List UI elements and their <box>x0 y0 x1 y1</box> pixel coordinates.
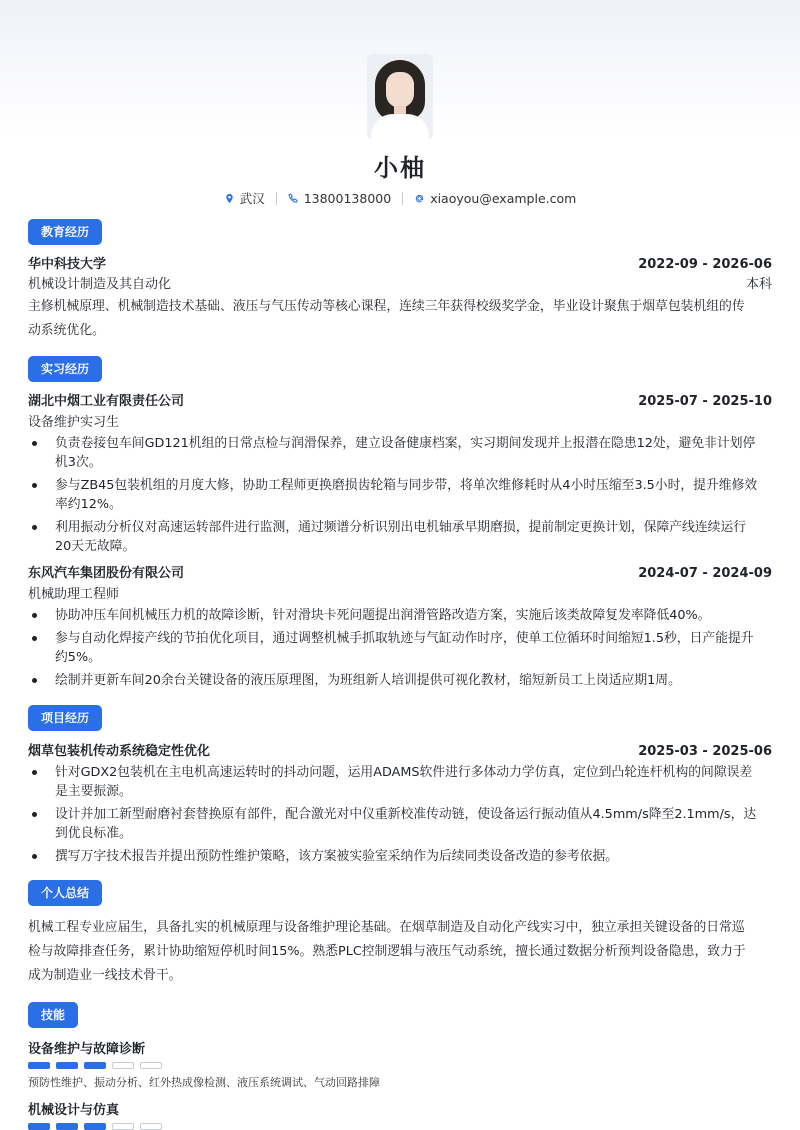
company-name: 湖北中烟工业有限责任公司 <box>28 394 185 409</box>
education-entry <box>28 253 772 343</box>
skill-name: 设备维护与故障诊断 <box>28 1042 146 1057</box>
skill-level-bars <box>28 1062 772 1069</box>
bullet-list <box>28 434 772 556</box>
skill-description: 预防性维护、振动分析、红外热成像检测、液压系统调试、气动回路排障 <box>28 1076 380 1089</box>
contact-phone[interactable] <box>288 191 391 206</box>
school-name: 华中科技大学 <box>28 257 107 272</box>
internship-date: 2024-07 - 2024-09 <box>638 566 772 581</box>
list-item: 协助冲压车间机械压力机的故障诊断，针对滑块卡死问题提出润滑管路改造方案，实施后该类故障复发率降低40%。 <box>28 606 772 625</box>
summary-line: 检与故障排查任务，累计协助缩短停机时间15%。熟悉PLC控制逻辑与液压气动系统，擅长通过数据分析预判设备隐患，致力于 <box>28 944 746 959</box>
education-description <box>28 295 772 343</box>
skill-bar-empty <box>112 1062 134 1069</box>
contact-city <box>224 189 265 207</box>
list-item: 参与自动化焊接产线的节拍优化项目，通过调整机械手抓取轨迹与气缸动作时序，使单工位循环时间缩短1.5秒，日产能提升 约5%。 <box>28 629 772 667</box>
role-title: 机械助理工程师 <box>28 587 120 602</box>
email-text: xiaoyou@example.com <box>430 190 577 206</box>
list-item: 设计并加工新型耐磨衬套替换原有部件，配合激光对中仪重新校准传动链，使设备运行振动值从4.5mm/s降至2.1mm/s，达 到优良标准。 <box>28 805 772 843</box>
education-date: 2022-09 - 2026-06 <box>638 257 772 272</box>
education-desc-line: 主修机械原理、机械制造技术基础、液压与气压传动等核心课程，连续三年获得校级奖学金，毕业设计聚焦于烟草包装机组的传 <box>28 299 745 314</box>
resume-header <box>0 0 800 207</box>
skill-item <box>28 1099 772 1130</box>
list-item: 撰写万字技术报告并提出预防性维护策略，该方案被实验室采纳作为后续同类设备改造的参考依据。 <box>28 847 772 866</box>
internship-entry <box>28 562 772 690</box>
skill-bar-filled <box>56 1123 78 1130</box>
section-title-skills: 技能 <box>28 1002 78 1028</box>
list-item: 针对GDX2包装机在主电机高速运转时的抖动问题，运用ADAMS软件进行多体动力学仿真，定位到凸轮连杆机构的间隙误差 是主要振源。 <box>28 763 772 801</box>
skill-bar-filled <box>84 1062 106 1069</box>
candidate-name: 小柚 <box>374 154 426 182</box>
education-desc-line: 动系统优化。 <box>28 323 105 338</box>
section-title-internships: 实习经历 <box>28 356 102 382</box>
contact-divider <box>276 192 277 205</box>
contact-divider <box>402 192 403 205</box>
skill-level-bars <box>28 1123 772 1130</box>
degree-text: 本科 <box>745 277 772 292</box>
section-title-summary: 个人总结 <box>28 880 102 906</box>
list-item: 负责卷接包车间GD121机组的日常点检与润滑保养，建立设备健康档案，实习期间发现并上报潜在隐患12处，避免非计划停 机3次。 <box>28 434 772 472</box>
role-title: 设备维护实习生 <box>28 415 120 430</box>
skill-bar-filled <box>84 1123 106 1130</box>
avatar-photo <box>367 54 433 140</box>
company-name: 东风汽车集团股份有限公司 <box>28 566 185 581</box>
skill-bar-filled <box>56 1062 78 1069</box>
major-text: 机械设计制造及其自动化 <box>28 277 172 292</box>
skill-item <box>28 1038 772 1090</box>
skill-bar-empty <box>140 1062 162 1069</box>
skill-bar-filled <box>28 1123 50 1130</box>
list-item: 利用振动分析仪对高速运转部件进行监测，通过频谱分析识别出电机轴承早期磨损，提前制定更换计划，保障产线连续运行 20天无故障。 <box>28 518 772 556</box>
list-item: 绘制并更新车间20余台关键设备的液压原理图，为班组新人培训提供可视化教材，缩短新员工上岗适应期1周。 <box>28 671 772 690</box>
list-item: 参与ZB45包装机组的月度大修，协助工程师更换磨损齿轮箱与同步带，将单次维修耗时从4小时压缩至3.5小时，提升维修效 率约12%。 <box>28 476 772 514</box>
internship-entry <box>28 390 772 556</box>
skill-bar-filled <box>28 1062 50 1069</box>
section-title-projects: 项目经历 <box>28 705 102 731</box>
summary-line: 成为制造业一线技术骨干。 <box>28 968 182 983</box>
bullet-list <box>28 606 772 690</box>
section-title-education: 教育经历 <box>28 219 102 245</box>
project-date: 2025-03 - 2025-06 <box>638 744 772 759</box>
phone-icon <box>288 193 299 204</box>
skill-name: 机械设计与仿真 <box>28 1103 120 1118</box>
location-icon <box>224 193 235 204</box>
email-icon <box>414 193 425 204</box>
internship-date: 2025-07 - 2025-10 <box>638 394 772 409</box>
bullet-list <box>28 763 772 866</box>
contact-email[interactable] <box>414 191 576 206</box>
skill-bar-empty <box>112 1123 134 1130</box>
city-text: 武汉 <box>239 191 265 206</box>
summary-line: 机械工程专业应届生，具备扎实的机械原理与设备维护理论基础。在烟草制造及自动化产线实习中，独立承担关键设备的日常巡 <box>28 920 745 935</box>
contact-bar <box>0 189 800 207</box>
skill-bar-empty <box>140 1123 162 1130</box>
project-name: 烟草包装机传动系统稳定性优化 <box>28 744 211 759</box>
summary-text <box>28 916 772 988</box>
project-entry <box>28 740 772 866</box>
phone-text: 13800138000 <box>303 190 392 206</box>
